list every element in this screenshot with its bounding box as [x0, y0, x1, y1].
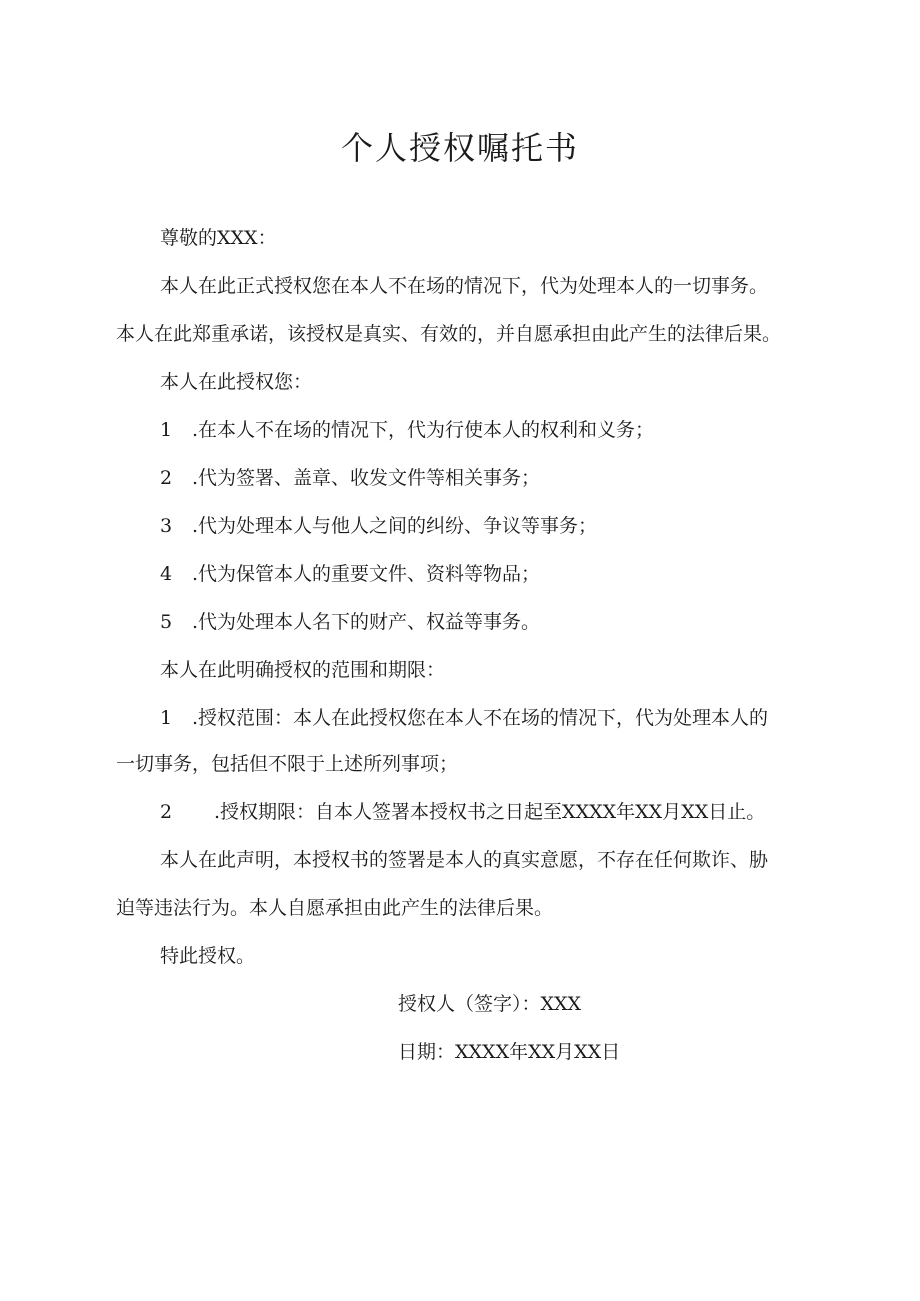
- item-number: 4: [160, 563, 173, 585]
- intro-paragraph-line-1: 本人在此正式授权您在本人不在场的情况下，代为处理本人的一切事务。: [160, 275, 769, 297]
- signature-line: 授权人（签字）：XXX: [398, 993, 582, 1015]
- item-text: .授权范围：本人在此授权您在本人不在场的情况下，代为处理本人的: [192, 707, 769, 729]
- authorize-item: [160, 513, 597, 539]
- item-text: .授权期限：自本人签署本授权书之日起至XXXX年XX月XX日止。: [214, 801, 766, 823]
- authorize-item: [160, 465, 540, 491]
- declaration-line-1: 本人在此声明，本授权书的签署是本人的真实意愿，不存在任何欺诈、胁: [160, 849, 769, 871]
- item-text: .代为处理本人与他人之间的纠纷、争议等事务；: [192, 515, 598, 537]
- scope-item-continuation: 一切事务，包括但不限于上述所列事项；: [116, 753, 459, 775]
- item-text: .在本人不在场的情况下，代为行使本人的权利和义务；: [192, 419, 655, 441]
- item-text: .代为签署、盖章、收发文件等相关事务；: [192, 467, 541, 489]
- authorize-item: [160, 561, 540, 587]
- closing-text: 特此授权。: [160, 945, 256, 967]
- item-number: 2: [160, 467, 173, 489]
- salutation: 尊敬的XXX：: [160, 227, 277, 249]
- authorize-heading: 本人在此授权您：: [160, 371, 313, 393]
- authorize-item: [160, 609, 540, 635]
- scope-item: [160, 705, 768, 731]
- item-text: .代为处理本人名下的财产、权益等事务。: [192, 611, 541, 633]
- item-number: 5: [160, 611, 173, 633]
- scope-item: [160, 799, 765, 825]
- item-number: 2: [160, 801, 173, 823]
- item-number: 1: [160, 707, 173, 729]
- item-number: 3: [160, 515, 173, 537]
- intro-paragraph-line-2: 本人在此郑重承诺，该授权是真实、有效的，并自愿承担由此产生的法律后果。: [116, 323, 782, 345]
- page-title: 个人授权嘱托书: [340, 129, 579, 167]
- authorize-item: [160, 417, 654, 443]
- date-line: 日期：XXXX年XX月XX日: [398, 1041, 621, 1063]
- declaration-line-2: 迫等违法行为。本人自愿承担由此产生的法律后果。: [116, 897, 554, 919]
- item-text: .代为保管本人的重要文件、资料等物品；: [192, 563, 541, 585]
- scope-heading: 本人在此明确授权的范围和期限：: [160, 659, 446, 681]
- item-number: 1: [160, 419, 173, 441]
